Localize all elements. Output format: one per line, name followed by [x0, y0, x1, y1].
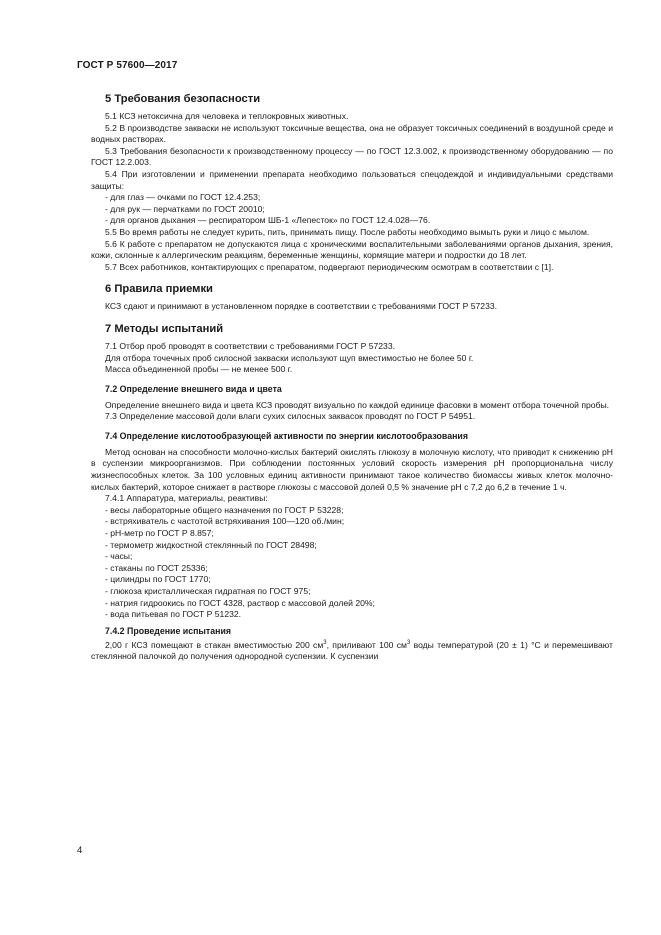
paragraph-7-1-sampling: Для отбора точечных проб силосной закваски используют щуп вместимостью не более 50 г.	[105, 352, 474, 363]
paragraph-5-5: 5.5 Во время работы не следует курить, пить, принимать пищу. После работы необходимо вымыть руки и лицо с мылом.	[105, 226, 590, 237]
paragraph-7-4-2: 2,00 г КСЗ помещают в стакан вместимостью 200 $см^3$, приливают 100 $см^3$ воды температурой (20 ± 1) °С и перемешивают стеклянной палочкой до получения однородной суспензии. К суспензии	[91, 639, 613, 662]
paragraph-5-3: 5.3 Требования безопасности к производственному процессу — по ГОСТ 12.3.002, к производственному оборудованию — по ГОСТ 12.2.003.	[91, 145, 613, 168]
list-item: - весы лабораторные общего назначения по ГОСТ Р 53228;	[105, 504, 344, 515]
list-item: - вода питьевая по ГОСТ Р 51232.	[105, 609, 242, 620]
paragraph-5-6: 5.6 К работе с препаратом не допускаются лица с хроническими воспалительными заболеваниями органов дыхания, зрения, кожи, склонные к аллергическим реакциям, беременные женщины, кормящие матери и подростки до 18 лет.	[91, 238, 613, 261]
document-id: ГОСТ Р 57600—2017	[77, 60, 178, 71]
paragraph-7-2: Определение внешнего вида и цвета КСЗ проводят визуально по каждой единице фасовки в момент отбора точечной пробы.	[105, 399, 610, 410]
list-item: - рН-метр по ГОСТ Р 8.857;	[105, 528, 214, 539]
equipment-list	[91, 505, 613, 621]
list-item: - натрия гидроокись по ГОСТ 4328, раствор с массовой долей 20%;	[105, 597, 375, 608]
list-item: - глюкоза кристаллическая гидратная по ГОСТ 975;	[105, 586, 311, 596]
paragraph-5-2: 5.2 В производстве закваски не используют токсичные вещества, она не образует токсичных соединений в воздушной среде и водных растворах.	[91, 122, 613, 145]
subsection-7-4-title: 7.4 Определение кислотообразующей активности по энергии кислотообразования	[105, 430, 468, 441]
list-item: - для рук — перчатками по ГОСТ 20010;	[105, 203, 265, 214]
paragraph-7-4-1: 7.4.1 Аппаратура, материалы, реактивы:	[105, 493, 268, 504]
paragraph-7-4: Метод основан на способности молочно-кислых бактерий окислять глюкозу в молочную кислоту, что приводит к снижению рН в суспензии микроорганизмов. При соблюдении постоянных условий скорость измерения рН пропорциональна числу жизнеспособных клеток. За 100 условных единиц активности принимают такое количество биомассы живых клеток молочно-кислых бактерий, которое снижает в растворе глюкозы с массовой долей 0,5 % значение рН с 7,2 до 6,2 в течение 1 ч.	[91, 446, 613, 492]
list-item: - цилиндры по ГОСТ 1770;	[105, 574, 211, 585]
list-item: - для органов дыхания — респиратором ШБ-1 «Лепесток» по ГОСТ 12.4.028—76.	[105, 215, 431, 226]
list-item: - часы;	[105, 551, 133, 562]
section-5-title: 5 Требования безопасности	[105, 93, 261, 105]
paragraph-7-1: 7.1 Отбор проб проводят в соответствии с требованиями ГОСТ Р 57233.	[105, 340, 395, 351]
paragraph-7-1-mass: Масса объединенной пробы — не менее 500 г.	[105, 364, 293, 375]
subsection-7-4-2-title: 7.4.2 Проведение испытания	[105, 625, 231, 636]
paragraph-5-7: 5.7 Всех работников, контактирующих с препаратом, подвергают периодическим осмотрам в соответствии с [1].	[105, 261, 554, 272]
document-body	[91, 92, 613, 663]
list-item: - встряхиватель с частотой встряхивания 100—120 об./мин;	[105, 516, 345, 527]
paragraph-6: КСЗ сдают и принимают в установленном порядке в соответствии с требованиями ГОСТ Р 57233.	[105, 301, 498, 312]
list-item: - для глаз — очками по ГОСТ 12.4.253;	[105, 192, 261, 203]
paragraph-5-1: 5.1 КСЗ нетоксична для человека и теплокровных животных.	[105, 111, 349, 121]
page-number: 4	[77, 845, 83, 856]
list-item: - стаканы по ГОСТ 25336;	[105, 562, 208, 573]
subsection-7-2-title: 7.2 Определение внешнего вида и цвета	[105, 383, 282, 394]
paragraph-7-3: 7.3 Определение массовой доли влаги сухих силосных заквасок проводят по ГОСТ Р 54951.	[105, 411, 476, 422]
list-item: - термометр жидкостной стеклянный по ГОСТ 28498;	[105, 539, 317, 550]
paragraph-5-4: 5.4 При изготовлении и применении препарата необходимо пользоваться спецодеждой и индивидуальными средствами защиты:	[91, 168, 613, 191]
section-6-title: 6 Правила приемки	[105, 283, 213, 296]
section-7-title: 7 Методы испытаний	[105, 322, 224, 335]
